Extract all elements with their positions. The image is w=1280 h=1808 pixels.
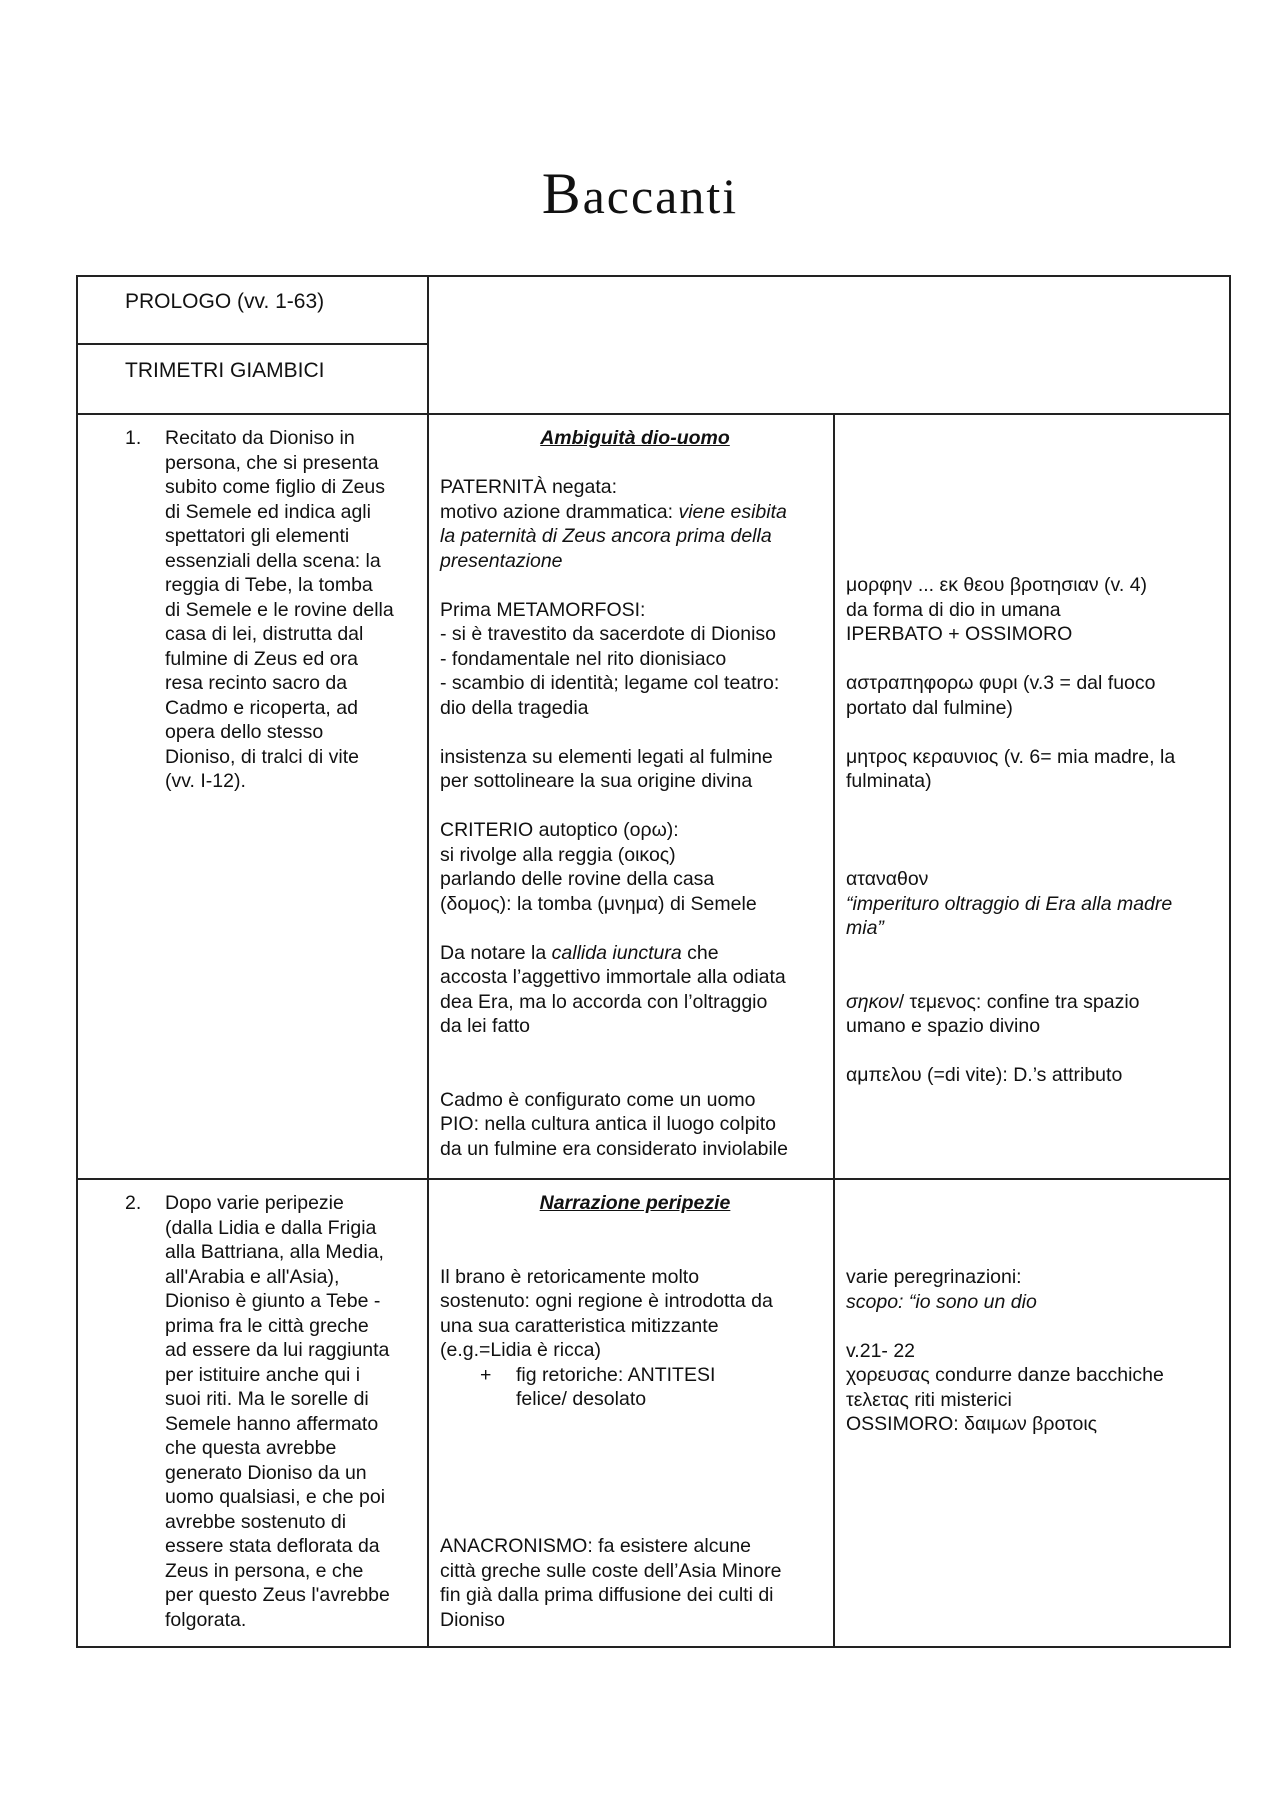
page-title: Baccanti [541,161,739,226]
bullet-plus: + [480,1363,492,1386]
row-2-number: 2. [125,1192,142,1214]
row-2-analysis-heading: Narrazione peripezie [539,1192,731,1214]
row-1-analysis-heading: Ambiguità dio-uomo [540,427,730,449]
row-1-notes: μορφην ... εκ θεου βροτησιαν (v. 4) da forma di dio in umana IPERBATO + OSSIMORO αστραπηφορω φυρι (v.3 = dal fuoco portato dal fulmine) μητρος κεραυνιος (v. 6= mia madre, la fulminata) αταναθον “imperituro oltraggio di Era alla madre mia” σηκον/ τεμενος: confine tra spazio umano e spazio divino αμπελου (=di vite): D.’s attributo [846,574,1176,1086]
meter-heading: TRIMETRI GIAMBICI [125,359,325,382]
row-2-notes: varie peregrinazioni: scopo: “io sono un dio v.21- 22 χορευσας condurre danze bacchiche τελετας riti misterici OSSIMORO: δαιμων βροτοις [846,1266,1164,1435]
section-heading: PROLOGO (vv. 1-63) [125,290,325,313]
row-1-analysis: Ambiguità dio-uomo PATERNITÀ negata: motivo azione drammatica: viene esibita la paternità di Zeus ancora prima della presentazione Prima METAMORFOSI: - si è travestito da sacerdote di Dioniso - fondamentale nel rito dionisiaco - scambio di identità; legame col teatro: dio della tragedia insistenza su elementi legati al fulmine per sottolineare la sua origine divina CRITERIO autoptico (ορω): si rivolge alla reggia (οικος) parlando delle rovine della casa (δομος): la tomba (μνημα) di Semele Da notare la callida iunctura che accosta l’aggettivo immortale alla odiata dea Era, ma lo accorda con l’oltraggio da lei fatto Cadmo è configurato come un uomo PIO: nella cultura antica il luogo colpito da un fulmine era considerato inviolabile [440,426,830,1161]
row-2-analysis: Narrazione peripezie Il brano è retoricamente molto sostenuto: ogni regione è introdotta da una sua caratteristica mitizzante (e.g.=Lidia è ricca) + fig retoriche: ANTITESI felice/ desolato ANACRONISMO: fa esistere alcune città greche sulle coste dell’Asia Minore fin già dalla prima diffusione dei culti di Dioniso [440,1191,830,1632]
row-1-number: 1. [125,427,142,449]
